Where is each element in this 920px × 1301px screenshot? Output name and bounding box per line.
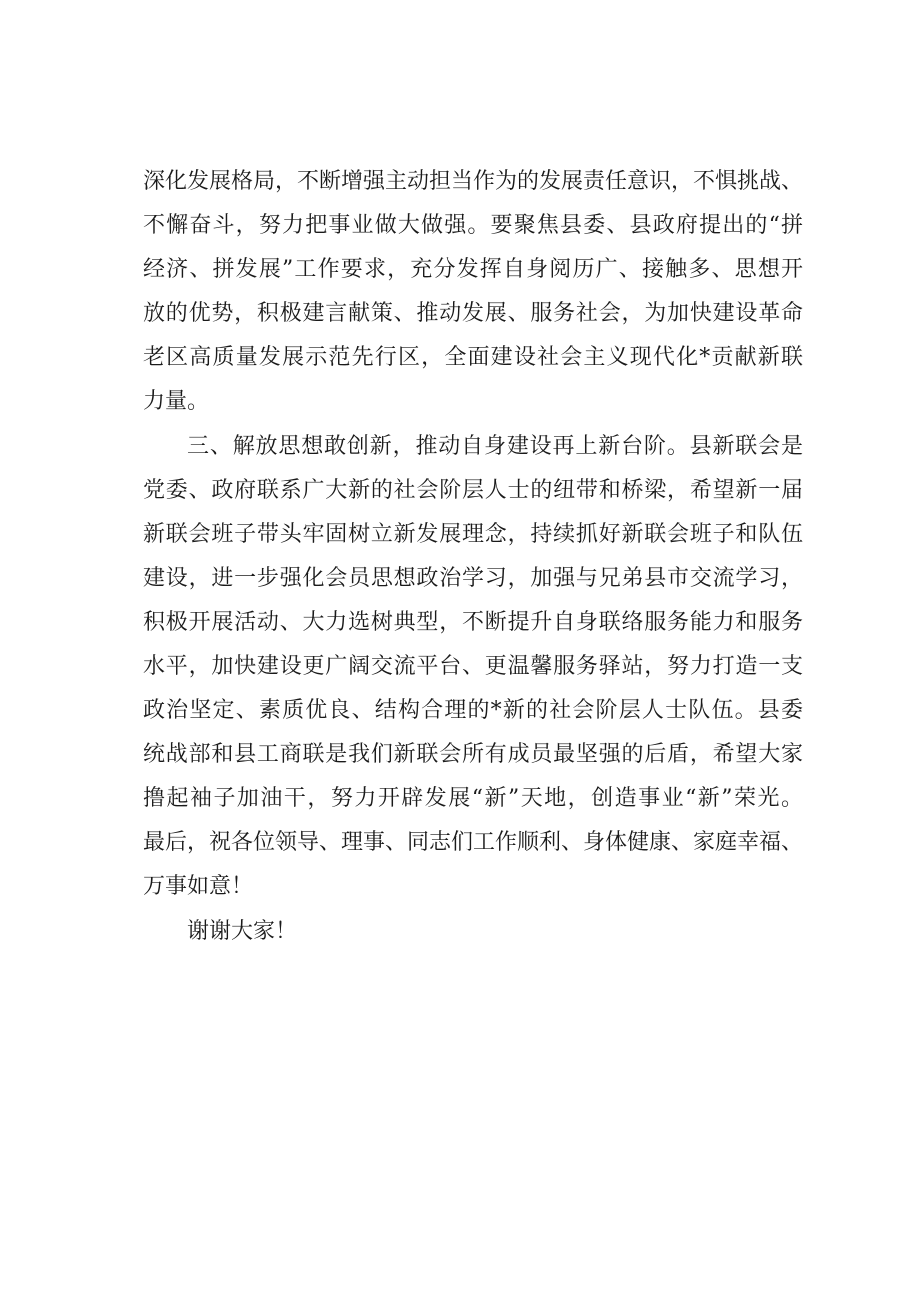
text-line: 积极开展活动、大力选树典型，不断提升自身联络服务能力和服务 — [143, 610, 803, 635]
text-line: 放的优势，积极建言献策、推动发展、服务社会，为加快建设革命 — [143, 301, 803, 326]
text-line: 政治坚定、素质优良、结构合理的*新的社会阶层人士队伍。县委 — [143, 698, 803, 723]
text-line: 经济、拼发展”工作要求，充分发挥自身阅历广、接触多、思想开 — [143, 257, 803, 282]
text-line: 老区高质量发展示范先行区，全面建设社会主义现代化*贡献新联 — [143, 345, 803, 370]
text-line: 统战部和县工商联是我们新联会所有成员最坚强的后盾，希望大家 — [143, 742, 803, 767]
text-line: 不懈奋斗，努力把事业做大做强。要聚焦县委、县政府提出的“拼 — [143, 213, 803, 238]
text-line: 建设，进一步强化会员思想政治学习，加强与兄弟县市交流学习， — [143, 566, 803, 591]
text-line: 最后，祝各位领导、理事、同志们工作顺利、身体健康、家庭幸福、 — [143, 830, 804, 855]
text-line: 新联会班子带头牢固树立新发展理念，持续抓好新联会班子和队伍 — [143, 522, 803, 547]
text-line: 深化发展格局，不断增强主动担当作为的发展责任意识，不惧挑战、 — [143, 169, 804, 194]
text-line: 撸起袖子加油干，努力开辟发展“新”天地，创造事业“新”荣光。 — [143, 786, 803, 811]
text-line: 三、解放思想敢创新，推动自身建设再上新台阶。县新联会是 — [187, 434, 803, 459]
text-line: 万事如意！ — [143, 874, 254, 899]
text-line: 党委、政府联系广大新的社会阶层人士的纽带和桥梁，希望新一届 — [143, 478, 803, 503]
text-line: 水平，加快建设更广阔交流平台、更温馨服务驿站，努力打造一支 — [143, 654, 803, 679]
closing-line: 谢谢大家！ — [187, 919, 298, 944]
text-line: 力量。 — [143, 389, 210, 414]
